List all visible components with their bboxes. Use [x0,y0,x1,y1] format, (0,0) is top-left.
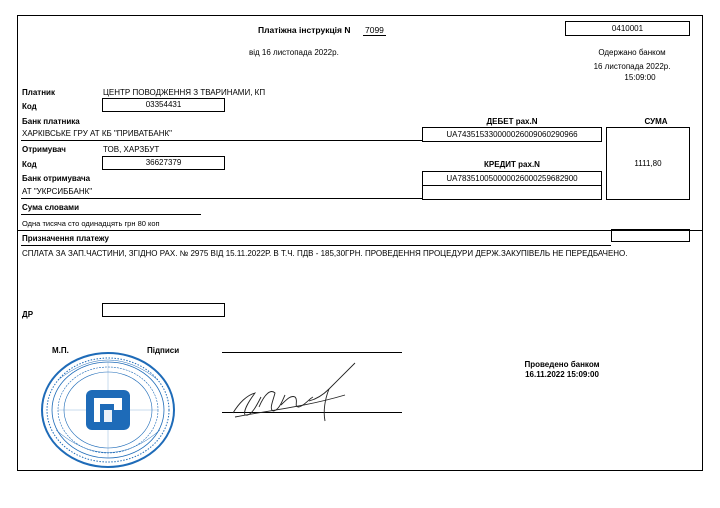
dr-box [102,303,225,317]
payer-code: 03354431 [145,100,182,109]
sum-label: СУМА [644,117,668,126]
signature-line-top [222,352,402,353]
document-code-box [565,21,690,36]
debit-account-box [422,127,602,142]
document-code: 0410001 [611,24,644,33]
debit-label: ДЕБЕТ рах.N [486,117,538,126]
recipient-name: ТОВ, ХАРЗБУТ [103,145,160,154]
recipient-code-label: Код [22,160,37,169]
handwritten-signature-icon [225,355,385,425]
recipient-bank: АТ "УКРСИББАНК" [22,187,93,196]
sum-value: 1111,80 [634,159,662,168]
recipient-label: Отримувач [22,145,66,154]
processed-label: Проведено банком [524,360,600,369]
bank-received-time: 15:09:00 [624,73,656,82]
payer-code-label: Код [22,102,37,111]
purpose-label: Призначення платежу [22,234,110,243]
purpose-underline [21,245,611,246]
bank-received-label: Одержано банком [598,48,666,57]
dr-label: ДР [22,310,34,319]
sum-words-underline [17,230,703,231]
purpose-code-box [611,229,690,242]
payer-bank-underline [21,140,423,141]
privatbank-seal-icon [38,350,178,470]
bank-received-date: 16 листопада 2022р. [593,62,671,71]
document-date: від 16 листопада 2022р. [249,48,339,57]
recipient-bank-underline [21,198,423,199]
sum-words-label: Сума словами [22,203,80,212]
mp-label: М.П. [52,346,69,355]
debit-account: UA743515330000026009060290966 [446,130,578,139]
purpose-text: СПЛАТА ЗА ЗАП.ЧАСТИНИ, ЗГІДНО РАХ. № 2975 ВІД 15.11.2022Р. В Т.Ч. ПДВ - 185,30ГРН. ПРОВЕДЕННЯ ПРОЦЕДУРИ ДЕРЖ.ЗАКУПІВЕЛЬ НЕ ПЕРЕДБАЧЕНО. [22,249,628,258]
recipient-bank-label: Банк отримувача [22,174,91,183]
document-number: 7099 [365,25,384,35]
credit-account-divider [422,185,602,186]
payer-bank: ХАРКІВСЬКЕ ГРУ АТ КБ "ПРИВАТБАНК" [22,129,172,138]
document-title: Платіжна інструкція N [258,25,351,35]
credit-account: UA783510050000026000259682900 [446,174,578,183]
payer-name: ЦЕНТР ПОВОДЖЕННЯ З ТВАРИНАМИ, КП [103,88,266,97]
signatures-label: Підписи [147,346,180,355]
recipient-code-box [102,156,225,170]
sum-words-top-line [21,214,201,215]
payer-code-box [102,98,225,112]
payer-label: Платник [22,88,55,97]
payer-bank-label: Банк платника [22,117,80,126]
recipient-code: 36627379 [145,158,182,167]
credit-label: КРЕДИТ рах.N [484,160,540,169]
sum-words-text: Одна тисяча сто одинадцять грн 80 коп [22,219,160,228]
processed-datetime: 16.11.2022 15:09:00 [525,370,599,379]
